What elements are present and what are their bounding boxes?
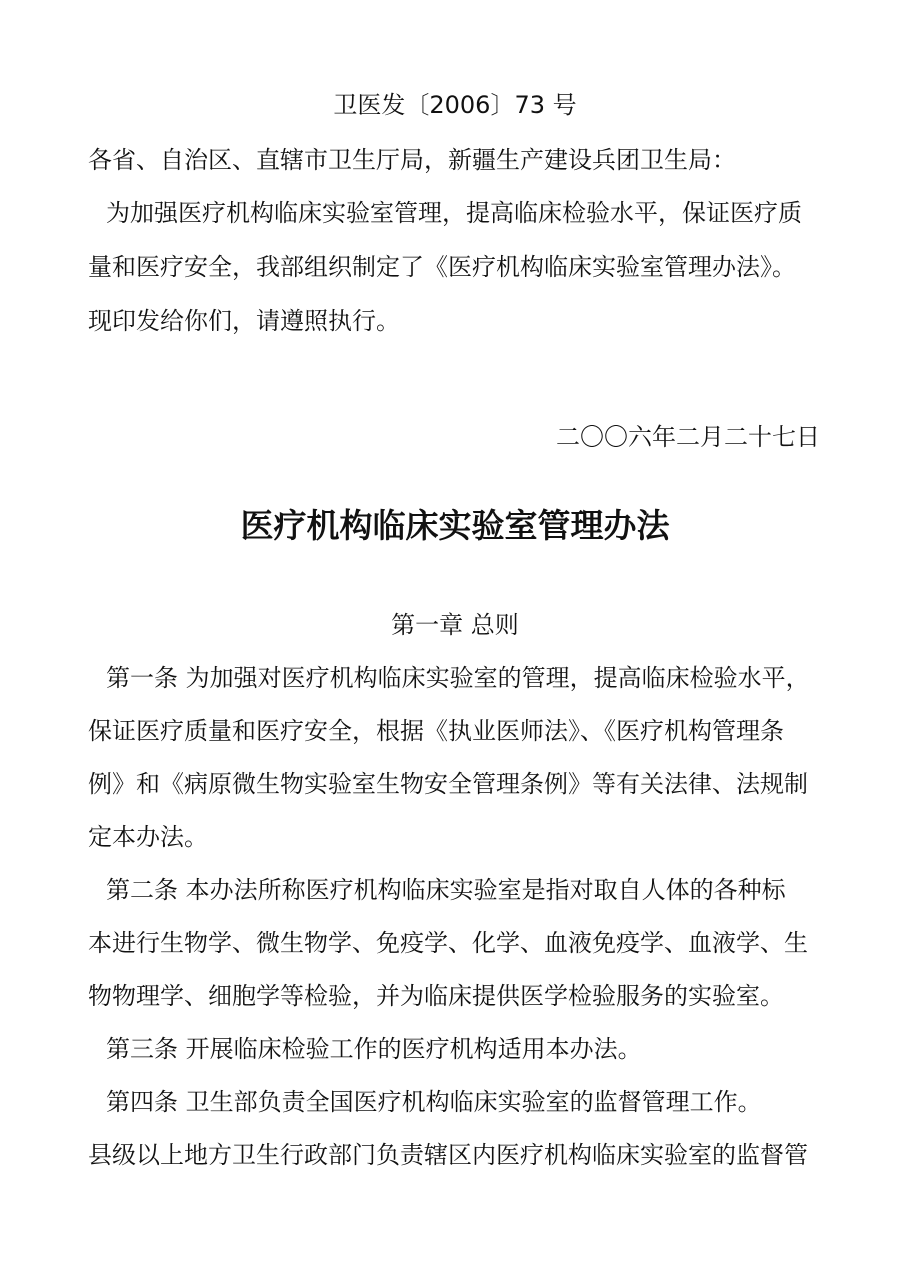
document-number: 卫医发〔2006〕73 号 [333,91,577,119]
chapter-heading: 第一章 总则 [391,611,519,639]
notice-body-line-1: 为加强医疗机构临床实验室管理，提高临床检验水平，保证医疗质 [106,199,802,227]
notice-date: 二〇〇六年二月二十七日 [556,423,820,451]
article-line-5: 第二条 本办法所称医疗机构临床实验室是指对取自人体的各种标 [106,876,786,904]
notice-body-line-2: 量和医疗安全，我部组织制定了《医疗机构临床实验室管理办法》。 [88,253,796,281]
regulation-title: 医疗机构临床实验室管理办法 [240,506,670,545]
article-line-2: 保证医疗质量和医疗安全，根据《执业医师法》、《医疗机构管理条 [88,717,784,745]
article-line-10: 县级以上地方卫生行政部门负责辖区内医疗机构临床实验室的监督管 [88,1141,808,1169]
article-line-6: 本进行生物学、微生物学、免疫学、化学、血液免疫学、血液学、生 [88,929,808,957]
article-line-3: 例》和《病原微生物实验室生物安全管理条例》等有关法律、法规制 [88,770,808,798]
article-line-7: 物物理学、细胞学等检验，并为临床提供医学检验服务的实验室。 [88,982,784,1010]
article-line-8: 第三条 开展临床检验工作的医疗机构适用本办法。 [106,1035,642,1063]
notice-body-line-3: 现印发给你们，请遵照执行。 [88,307,400,335]
article-line-4: 定本办法。 [88,823,208,851]
addressee-line: 各省、自治区、直辖市卫生厅局，新疆生产建设兵团卫生局： [88,146,736,174]
article-line-9: 第四条 卫生部负责全国医疗机构临床实验室的监督管理工作。 [106,1088,762,1116]
article-line-1: 第一条 为加强对医疗机构临床实验室的管理，提高临床检验水平， [106,664,810,692]
